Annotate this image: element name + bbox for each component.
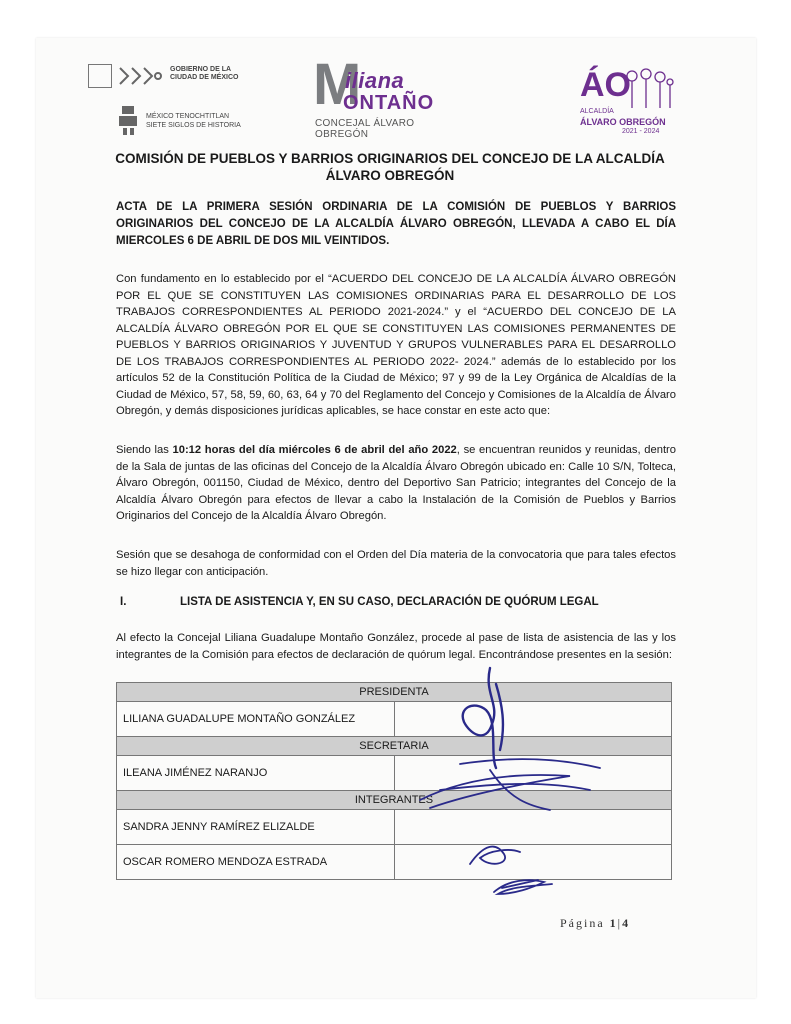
integrante-2-name: OSCAR ROMERO MENDOZA ESTRADA: [117, 845, 395, 880]
signature-integrante-2: [488, 872, 558, 902]
page-current: 1: [609, 916, 618, 930]
alcaldia-years: 2021 - 2024: [622, 128, 660, 135]
secretaria-header: SECRETARIA: [117, 737, 672, 756]
alcaldia-mark: ÁO: [580, 66, 631, 104]
alcaldia-label: ALCALDÍA: [580, 108, 614, 115]
paragraph-pase-lista: Al efecto la Concejal Liliana Guadalupe Montaño González, procede al pase de lista de asistencia de las y los integrantes de la Comisión para efectos de declaración de quórum legal. Encontrándose presentes en la sesión:: [116, 632, 676, 661]
page-number: Página 1|4: [560, 916, 631, 930]
mexico-text-2: SIETE SIGLOS DE HISTORIA: [146, 122, 241, 129]
section-number: I.: [120, 596, 127, 608]
alcaldia-name: ÁLVARO OBREGÓN: [580, 117, 666, 127]
mexico-tenochtitlan-text: [146, 112, 241, 130]
concejal-subtitle: CONCEJAL ÁLVARO OBREGÓN: [315, 118, 415, 140]
paragraph-siendo-rest: , se encuentran reunidos y reunidas, dentro de la Sala de juntas de las oficinas del Concejo de la Alcaldía Álvaro Obregón ubicado en: Calle 10 S/N, Tolteca, Álvaro Obregón, 001150, Ciudad de México, dentro del Deportivo San Patricio; integrantes del Concejo de la Alcaldía Álvaro Obregón para efectos de llevar a cabo la Instalación de la Comisión de Pueblos y Barrios Originarios del Concejo de la Alcaldía Álvaro Obregón.: [116, 444, 677, 522]
signature-secretaria: [400, 750, 610, 820]
paragraph-siendo-bold: 10:12 horas del día miércoles 6 de abril del año 2022: [172, 444, 457, 456]
liliana-m-mark: M: [313, 52, 362, 117]
presidenta-header: PRESIDENTA: [117, 683, 672, 702]
liliana-logo-line2: ONTAÑO: [343, 92, 435, 114]
document-title: COMISIÓN DE PUEBLOS Y BARRIOS ORIGINARIOS DEL CONCEJO DE LA ALCALDÍA ÁLVARO OBREGÓN: [115, 151, 665, 183]
presidenta-name: LILIANA GUADALUPE MONTAÑO GONZÁLEZ: [117, 702, 395, 737]
cdmx-logo: [88, 62, 248, 152]
shield-icon: [88, 64, 112, 88]
paragraph-siendo-prefix: Siendo las: [116, 444, 173, 456]
alcaldia-logo: [580, 66, 690, 146]
mexico-text-1: MÉXICO TENOCHTITLAN: [146, 113, 230, 120]
signature-integrante-1: [460, 834, 530, 874]
integrante-1-name: SANDRA JENNY RAMÍREZ ELIZALDE: [117, 810, 395, 845]
secretaria-name: ILEANA JIMÉNEZ NARANJO: [117, 756, 395, 791]
section-title: LISTA DE ASISTENCIA Y, EN SU CASO, DECLARACIÓN DE QUÓRUM LEGAL: [180, 596, 599, 608]
page-label: Página: [560, 916, 605, 930]
gobierno-text: GOBIERNO DE LA CIUDAD DE MÉXICO: [170, 66, 239, 81]
paragraph-siendo: [116, 442, 676, 525]
trees-icon: [624, 68, 674, 110]
paragraph-sesion: Sesión que se desahoga de conformidad con el Orden del Día materia de la convocatoria que para tales efectos se hizo llegar con anticipación.: [116, 549, 676, 578]
cdmx-pattern-icon: [118, 64, 162, 90]
paragraph-fundamento: Con fundamento en lo establecido por el “ACUERDO DEL CONCEJO DE LA ALCALDÍA ÁLVARO OBREGÓN POR EL QUE SE CONSTITUYEN LAS COMISIONES ORDINARIAS PARA EL DESARROLLO DE LOS TRABAJOS CORRESPONDIENTES AL PERIODO 2021-2024.” y el “ACUERDO DEL CONCEJO DE LA ALCALDÍA ÁLVARO OBREGÓN POR EL QUE SE CONSTITUYEN LAS COMISIONES PERMANENTES DE PUEBLOS Y BARRIOS ORIGINARIOS Y JUVENTUD Y GRUPOS VULNERABLES PARA EL DESARROLLO DE LOS TRABAJOS CORRESPONDIENTES AL PERIODO 2022- 2024.” además de lo establecido por los artículos 52 de la Constitución Política de la Ciudad de México; 97 y 99 de la Ley Orgánica de Alcaldías de la Ciudad de México, 57, 58, 59, 60, 63, 64 y 70 del Reglamento del Concejo y Comisiones de la Alcaldía de Álvaro Obregón, y demás disposiciones jurídicas aplicables, se hace constar en este acto que:: [116, 273, 676, 417]
page-total: 4: [622, 916, 631, 930]
liliana-logo-line1: iliana: [345, 68, 405, 93]
integrantes-header: INTEGRANTES: [117, 791, 672, 810]
liliana-montano-logo: [313, 52, 463, 140]
aztec-glyph-icon: [116, 104, 142, 136]
acta-heading: ACTA DE LA PRIMERA SESIÓN ORDINARIA DE LA COMISIÓN DE PUEBLOS Y BARRIOS ORIGINARIOS DEL CONCEJO DE LA ALCALDÍA ÁLVARO OBREGÓN, LLEVADA A CABO EL DÍA MIERCOLES 6 DE ABRIL DE DOS MIL VEINTIDOS.: [116, 201, 676, 247]
